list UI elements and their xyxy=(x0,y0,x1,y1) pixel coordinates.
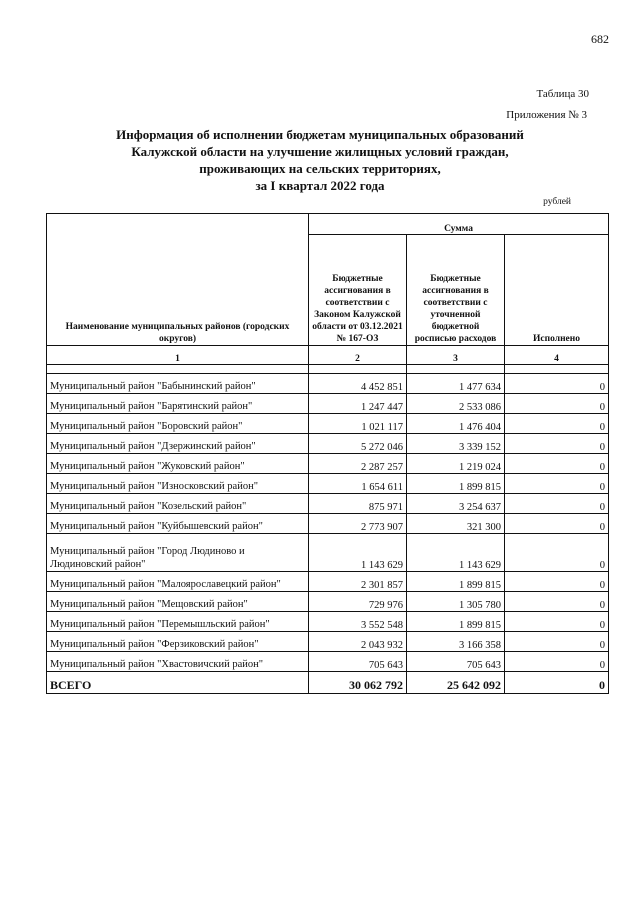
page-number: 682 xyxy=(591,32,609,46)
district-name: Муниципальный район "Козельский район" xyxy=(47,494,309,514)
allocation-law: 2 301 857 xyxy=(309,572,407,592)
allocation-law: 2 287 257 xyxy=(309,454,407,474)
allocation-law: 1 654 611 xyxy=(309,474,407,494)
district-name: Муниципальный район "Ферзиковский район" xyxy=(47,632,309,652)
executed: 0 xyxy=(505,632,609,652)
table-row xyxy=(47,592,609,612)
table-row xyxy=(47,374,609,394)
district-name: Муниципальный район "Жуковский район" xyxy=(47,454,309,474)
executed: 0 xyxy=(505,394,609,414)
table-row xyxy=(47,612,609,632)
executed: 0 xyxy=(505,592,609,612)
allocation-law: 729 976 xyxy=(309,592,407,612)
district-name: Муниципальный район "Боровский район" xyxy=(47,414,309,434)
column-number: 3 xyxy=(407,346,505,365)
district-name: Муниципальный район "Износковский район" xyxy=(47,474,309,494)
executed: 0 xyxy=(505,652,609,672)
allocation-law: 5 272 046 xyxy=(309,434,407,454)
title-line-4: за I квартал 2022 года xyxy=(255,178,385,193)
allocation-revised: 1 476 404 xyxy=(407,414,505,434)
executed: 0 xyxy=(505,474,609,494)
allocation-law: 2 773 907 xyxy=(309,514,407,534)
table-row xyxy=(47,514,609,534)
executed: 0 xyxy=(505,434,609,454)
allocation-law: 1 143 629 xyxy=(309,534,407,572)
district-name: Муниципальный район "Дзержинский район" xyxy=(47,434,309,454)
table-row xyxy=(47,534,609,572)
document-title xyxy=(60,126,580,194)
allocation-law: 3 552 548 xyxy=(309,612,407,632)
header-sum: Сумма xyxy=(309,214,609,235)
header-col3: Бюджетные ассигнования в соответствии с уточненной бюджетной росписью расходов xyxy=(407,235,505,346)
allocation-revised: 3 166 358 xyxy=(407,632,505,652)
allocation-revised: 1 305 780 xyxy=(407,592,505,612)
executed: 0 xyxy=(505,494,609,514)
district-name: Муниципальный район "Малоярославецкий район" xyxy=(47,572,309,592)
allocation-law: 2 043 932 xyxy=(309,632,407,652)
allocation-revised: 1 899 815 xyxy=(407,572,505,592)
table-row xyxy=(47,494,609,514)
executed: 0 xyxy=(505,374,609,394)
header-col4: Исполнено xyxy=(505,235,609,346)
executed: 0 xyxy=(505,454,609,474)
district-name: Муниципальный район "Барятинский район" xyxy=(47,394,309,414)
allocation-law: 4 452 851 xyxy=(309,374,407,394)
column-number: 4 xyxy=(505,346,609,365)
header-name: Наименование муниципальных районов (городских округов) xyxy=(47,214,309,346)
header-col2: Бюджетные ассигнования в соответствии с Законом Калужской области от 03.12.2021 № 167-ОЗ xyxy=(309,235,407,346)
district-name: Муниципальный район "Мещовский район" xyxy=(47,592,309,612)
table-row xyxy=(47,652,609,672)
executed: 0 xyxy=(505,514,609,534)
table-row xyxy=(47,434,609,454)
title-line-1: Информация об исполнении бюджетам муниципальных образований xyxy=(116,127,524,142)
table-row xyxy=(47,394,609,414)
total-allocation-revised: 25 642 092 xyxy=(407,672,505,694)
district-name: Муниципальный район "Куйбышевский район" xyxy=(47,514,309,534)
district-name: Муниципальный район "Хвастовичский район" xyxy=(47,652,309,672)
allocation-revised: 1 219 024 xyxy=(407,454,505,474)
total-executed: 0 xyxy=(505,672,609,694)
column-number: 2 xyxy=(309,346,407,365)
executed: 0 xyxy=(505,414,609,434)
budget-table xyxy=(46,213,609,694)
total-row xyxy=(47,672,609,694)
allocation-revised: 3 254 637 xyxy=(407,494,505,514)
table-reference: Таблица 30 xyxy=(536,88,589,100)
allocation-law: 1 247 447 xyxy=(309,394,407,414)
total-allocation-law: 30 062 792 xyxy=(309,672,407,694)
allocation-revised: 1 899 815 xyxy=(407,474,505,494)
district-name: Муниципальный район "Перемышльский район" xyxy=(47,612,309,632)
allocation-law: 875 971 xyxy=(309,494,407,514)
column-number: 1 xyxy=(47,346,309,365)
title-line-3: проживающих на сельских территориях, xyxy=(199,161,441,176)
total-label: ВСЕГО xyxy=(47,672,309,694)
allocation-revised: 1 477 634 xyxy=(407,374,505,394)
title-line-2: Калужской области на улучшение жилищных условий граждан, xyxy=(131,144,509,159)
table-row xyxy=(47,572,609,592)
allocation-revised: 705 643 xyxy=(407,652,505,672)
units-label: рублей xyxy=(543,197,571,207)
table-row xyxy=(47,632,609,652)
table-row xyxy=(47,474,609,494)
allocation-revised: 3 339 152 xyxy=(407,434,505,454)
allocation-revised: 321 300 xyxy=(407,514,505,534)
table-row xyxy=(47,454,609,474)
district-name: Муниципальный район "Город Людиново и Людиновский район" xyxy=(47,534,309,572)
appendix-reference: Приложения № 3 xyxy=(506,109,587,121)
executed: 0 xyxy=(505,572,609,592)
allocation-revised: 1 143 629 xyxy=(407,534,505,572)
spacer-row xyxy=(47,365,609,374)
table-row xyxy=(47,414,609,434)
district-name: Муниципальный район "Бабынинский район" xyxy=(47,374,309,394)
allocation-revised: 1 899 815 xyxy=(407,612,505,632)
allocation-law: 1 021 117 xyxy=(309,414,407,434)
allocation-law: 705 643 xyxy=(309,652,407,672)
allocation-revised: 2 533 086 xyxy=(407,394,505,414)
executed: 0 xyxy=(505,534,609,572)
executed: 0 xyxy=(505,612,609,632)
